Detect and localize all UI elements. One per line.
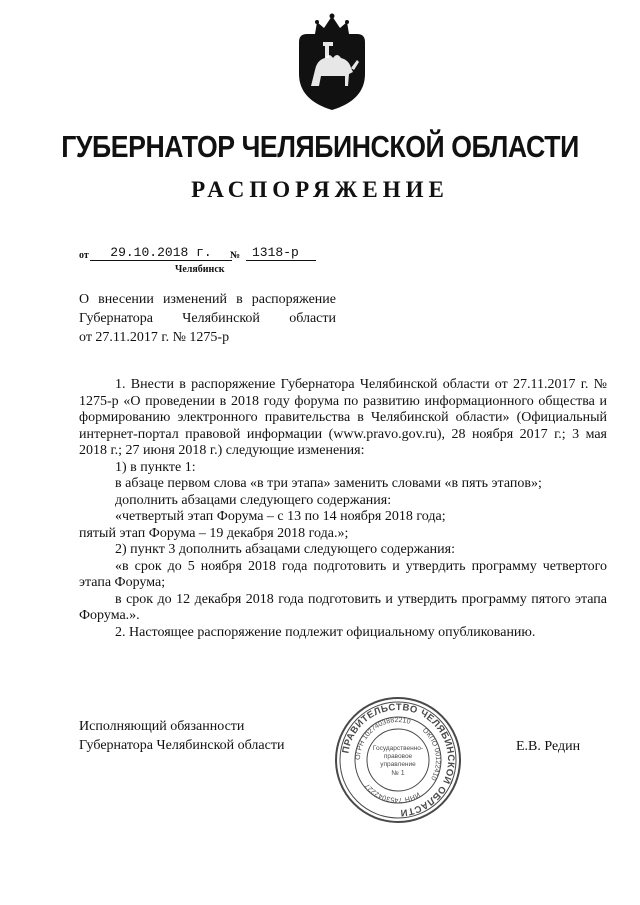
coat-of-arms-icon [291,12,373,112]
body-paragraph: дополнить абзацами следующего содержания: [115,492,392,508]
position-line: Исполняющий обязанности [79,719,245,734]
signatory-name: Е.В. Редин [516,739,581,754]
stamp-inner-line: управление [380,761,416,768]
body-paragraph: «в срок до 5 ноября 2018 года подготовить и утвердить программу четвертого этапа Форума; [79,558,607,590]
document-body [79,377,607,641]
document-number: 1318-р [246,245,316,261]
body-paragraph: 2) пункт 3 дополнить абзацами следующего содержания: [115,542,455,557]
document-authority: ГУБЕРНАТОР ЧЕЛЯБИНСКОЙ ОБЛАСТИ [61,129,579,164]
svg-text:ОКПО 00122410 [421,727,441,781]
stamp-inner-line: № 1 [391,770,405,777]
signatory-position [79,717,339,755]
stamp-outer-text: ПРАВИТЕЛЬСТВО ЧЕЛЯБИНСКОЙ ОБЛАСТИ [340,701,457,819]
stamp-inner-line: правовое [383,753,413,760]
body-paragraph: «четвертый этап Форума – с 13 по 14 ноября 2018 года; [115,509,446,524]
document-date: 29.10.2018 г. [90,245,232,261]
svg-text:ИНН 7453042227 [364,782,421,803]
stamp-okpo: ОКПО 00122410 [420,727,442,782]
stamp-ogrn: ОГРН 1027403882210 [354,716,412,761]
body-paragraph: 2. Настоящее распоряжение подлежит официальному опубликованию. [115,624,536,640]
position-line: Губернатора Челябинской области [79,738,285,753]
body-paragraph: пятый этап Форума – 19 декабря 2018 года.»; [79,525,349,541]
body-paragraph: в абзаце первом слова «в три этапа» заменить словами «в пять этапов»; [115,476,542,491]
document-subject [79,290,336,347]
date-prefix-label: от [79,250,89,261]
document-type: РАСПОРЯЖЕНИЕ [191,177,449,202]
official-seal-icon [332,694,464,826]
subject-line: Губернатора Челябинской области [79,311,336,326]
subject-line: О внесении изменений в распоряжение [79,292,336,307]
stamp-inn: ИНН 7453042227 [364,781,421,804]
body-paragraph: в срок до 12 декабря 2018 года подготовить и утвердить программу пятого этапа Форума.». [79,591,607,623]
stamp-inner-line: Государственно- [372,745,424,752]
body-paragraph: 1) в пункте 1: [115,459,196,475]
subject-line: от 27.11.2017 г. № 1275-р [79,330,230,345]
number-prefix-label: № [230,250,241,261]
document-city: Челябинск [175,264,225,275]
body-paragraph: 1. Внести в распоряжение Губернатора Челябинской области от 27.11.2017 г. № 1275-р «О проведении в 2018 году форума по развитию информационного общества и формированию электронного правительства в Челябинской области» (Официальный интернет-портал правовой информации (www.pravo.gov.ru), 28 ноября 2017 г.; 3 мая 2018 г.; 27 июня 2018 г.) следующие изменения: [79,377,607,458]
